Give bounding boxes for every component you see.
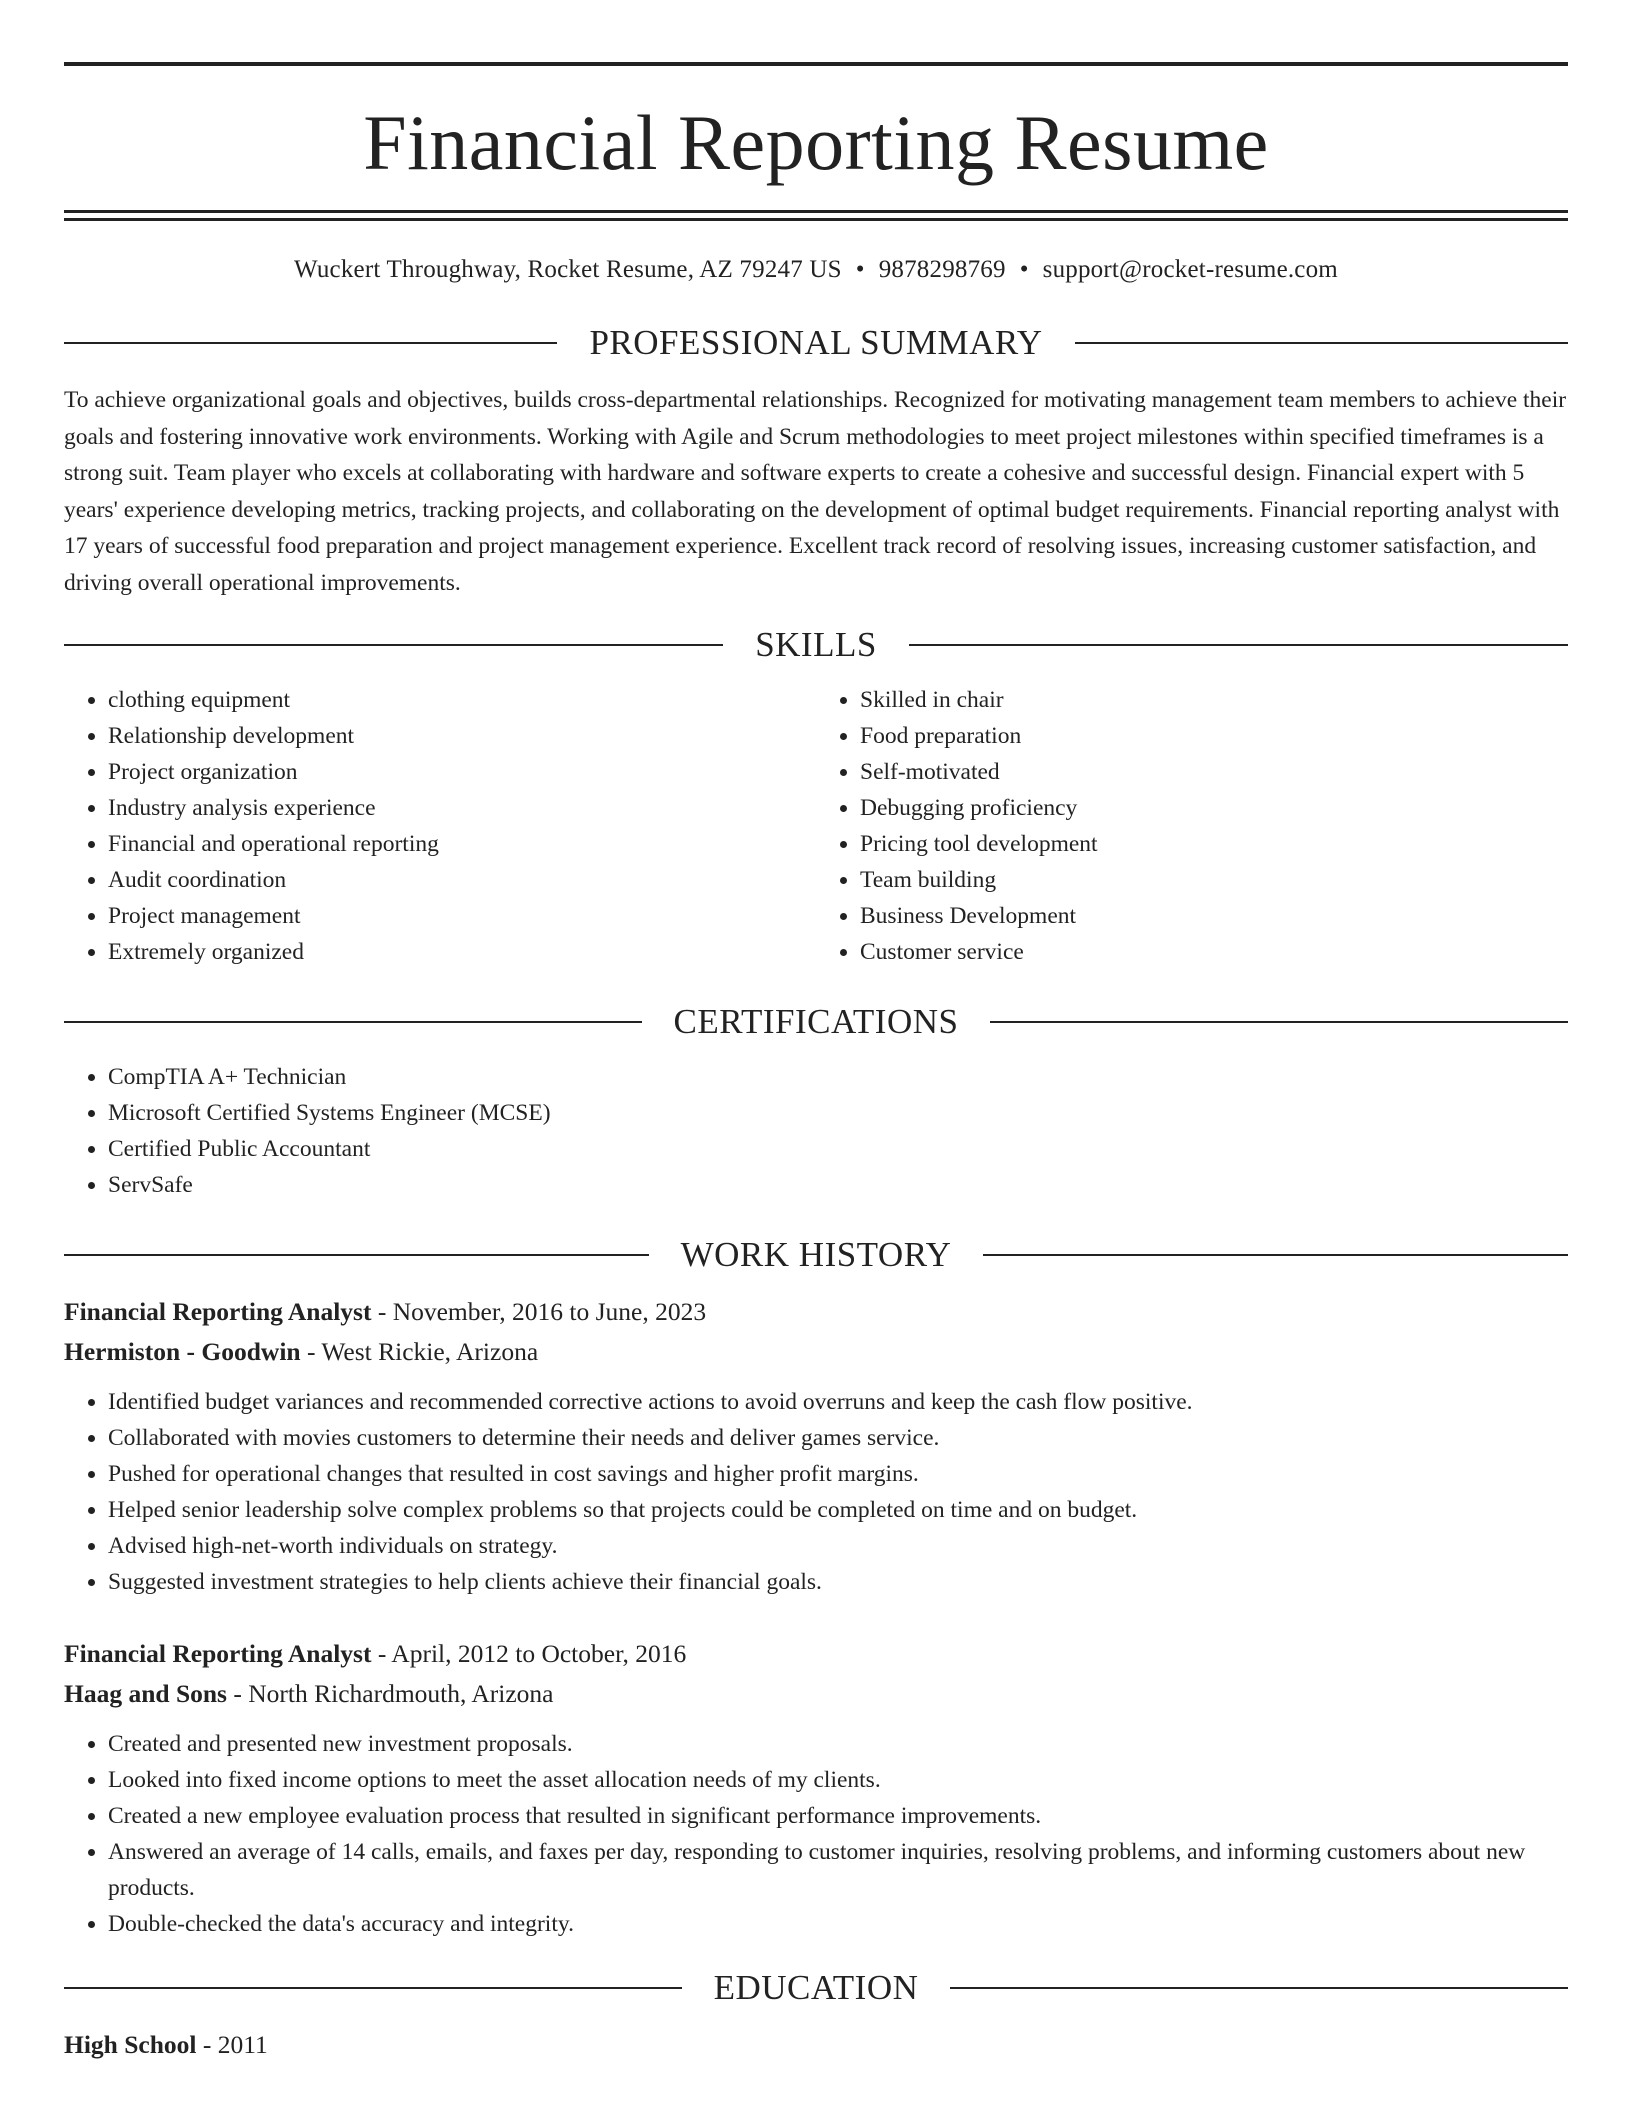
- skill-item: • clothing equipment: [108, 682, 816, 718]
- job-title-line: [64, 1634, 1568, 1674]
- section-heading-education: [64, 1970, 1568, 2005]
- job-entry: [64, 1292, 1568, 1600]
- job-company: Haag and Sons: [64, 1679, 227, 1708]
- skill-item: • Skilled in chair: [860, 682, 1568, 718]
- divider-line: [64, 644, 723, 646]
- job-bullet: • Advised high-net-worth individuals on strategy.: [108, 1528, 1568, 1564]
- skill-item: • Food preparation: [860, 718, 1568, 754]
- section-title: CERTIFICATIONS: [673, 1002, 959, 1041]
- job-dates: - November, 2016 to June, 2023: [371, 1297, 707, 1326]
- skill-item: • Extremely organized: [108, 934, 816, 970]
- contact-line: [64, 255, 1568, 285]
- divider-line: [64, 1021, 642, 1023]
- skill-item: • Project organization: [108, 754, 816, 790]
- section-title: PROFESSIONAL SUMMARY: [589, 323, 1043, 362]
- job-title: Financial Reporting Analyst: [64, 1297, 372, 1326]
- top-rule: [64, 62, 1568, 66]
- title-double-rule: [64, 210, 1568, 221]
- job-bullets: [64, 1384, 1568, 1600]
- section-heading-certifications: [64, 1004, 1568, 1039]
- job-bullet: • Created a new employee evaluation process that resulted in significant performance improvements.: [108, 1798, 1568, 1834]
- skills-column-left: [64, 682, 816, 970]
- skill-item: • Self-motivated: [860, 754, 1568, 790]
- divider-line: [950, 1987, 1568, 1989]
- skill-item: • Relationship development: [108, 718, 816, 754]
- skill-item: • Audit coordination: [108, 862, 816, 898]
- skill-item: • Business Development: [860, 898, 1568, 934]
- education-entry: [64, 2025, 1568, 2065]
- job-dates: - April, 2012 to October, 2016: [371, 1639, 687, 1668]
- certification-item: • ServSafe: [108, 1167, 1568, 1203]
- summary-text: To achieve organizational goals and objectives, builds cross-departmental relationships. Recognized for motivating management team members to achieve their goals and fostering innovative work environments. Working with Agile and Scrum methodologies to meet project milestones within specified timeframes is a strong suit. Team player who excels at collaborating with hardware and software experts to create a cohesive and successful design. Financial expert with 5 years' experience developing metrics, tracking projects, and collaborating on the development of optimal budget requirements. Financial reporting analyst with 17 years of successful food preparation and project management experience. Excellent track record of resolving issues, increasing customer satisfaction, and driving overall operational improvements.: [64, 387, 1567, 596]
- divider-line: [909, 644, 1568, 646]
- certification-item: • Microsoft Certified Systems Engineer (MCSE): [108, 1095, 1568, 1131]
- resume-title: Financial Reporting Resume: [363, 99, 1269, 186]
- section-heading-summary: [64, 325, 1568, 360]
- job-title: Financial Reporting Analyst: [64, 1639, 372, 1668]
- contact-separator: •: [855, 256, 865, 283]
- skill-item: • Pricing tool development: [860, 826, 1568, 862]
- education-year: - 2011: [196, 2030, 268, 2059]
- job-company-line: [64, 1674, 1568, 1714]
- job-company: Hermiston - Goodwin: [64, 1337, 301, 1366]
- section-title: WORK HISTORY: [680, 1235, 952, 1274]
- job-bullet: • Answered an average of 14 calls, emails, and faxes per day, responding to customer inquiries, resolving problems, and informing customers about new products.: [108, 1834, 1568, 1906]
- divider-line: [990, 1021, 1568, 1023]
- job-company-line: [64, 1332, 1568, 1372]
- skill-item: • Team building: [860, 862, 1568, 898]
- section-title: SKILLS: [755, 625, 877, 664]
- job-bullet: • Created and presented new investment proposals.: [108, 1726, 1568, 1762]
- skill-item: • Financial and operational reporting: [108, 826, 816, 862]
- divider-line: [64, 1987, 682, 1989]
- section-title: EDUCATION: [713, 1968, 919, 2007]
- job-bullet: • Looked into fixed income options to meet the asset allocation needs of my clients.: [108, 1762, 1568, 1798]
- contact-email: support@rocket-resume.com: [1042, 256, 1338, 283]
- divider-line: [64, 342, 557, 344]
- skill-item: • Industry analysis experience: [108, 790, 816, 826]
- certification-item: • CompTIA A+ Technician: [108, 1059, 1568, 1095]
- job-bullet: • Collaborated with movies customers to determine their needs and deliver games service.: [108, 1420, 1568, 1456]
- skills-column-right: [816, 682, 1568, 970]
- job-bullet: • Helped senior leadership solve complex problems so that projects could be completed on time and on budget.: [108, 1492, 1568, 1528]
- skills-list: [64, 682, 1568, 970]
- job-bullet: • Identified budget variances and recommended corrective actions to avoid overruns and keep the cash flow positive.: [108, 1384, 1568, 1420]
- section-heading-skills: [64, 627, 1568, 662]
- skill-item: • Debugging proficiency: [860, 790, 1568, 826]
- job-bullet: • Pushed for operational changes that resulted in cost savings and higher profit margins.: [108, 1456, 1568, 1492]
- contact-phone: 9878298769: [878, 256, 1006, 283]
- certification-item: • Certified Public Accountant: [108, 1131, 1568, 1167]
- certifications-list: [64, 1059, 1568, 1203]
- job-title-line: [64, 1292, 1568, 1332]
- education-degree: High School: [64, 2030, 197, 2059]
- job-location: - North Richardmouth, Arizona: [227, 1679, 554, 1708]
- job-location: - West Rickie, Arizona: [300, 1337, 539, 1366]
- contact-separator: •: [1019, 256, 1029, 283]
- divider-line: [1075, 342, 1568, 344]
- job-bullet: • Suggested investment strategies to help clients achieve their financial goals.: [108, 1564, 1568, 1600]
- divider-line: [64, 1254, 649, 1256]
- job-bullet: • Double-checked the data's accuracy and integrity.: [108, 1906, 1568, 1942]
- job-entry: [64, 1634, 1568, 1942]
- contact-address: Wuckert Throughway, Rocket Resume, AZ 79247 US: [294, 256, 842, 283]
- divider-line: [983, 1254, 1568, 1256]
- section-heading-work-history: [64, 1237, 1568, 1272]
- job-bullets: [64, 1726, 1568, 1942]
- skill-item: • Customer service: [860, 934, 1568, 970]
- skill-item: • Project management: [108, 898, 816, 934]
